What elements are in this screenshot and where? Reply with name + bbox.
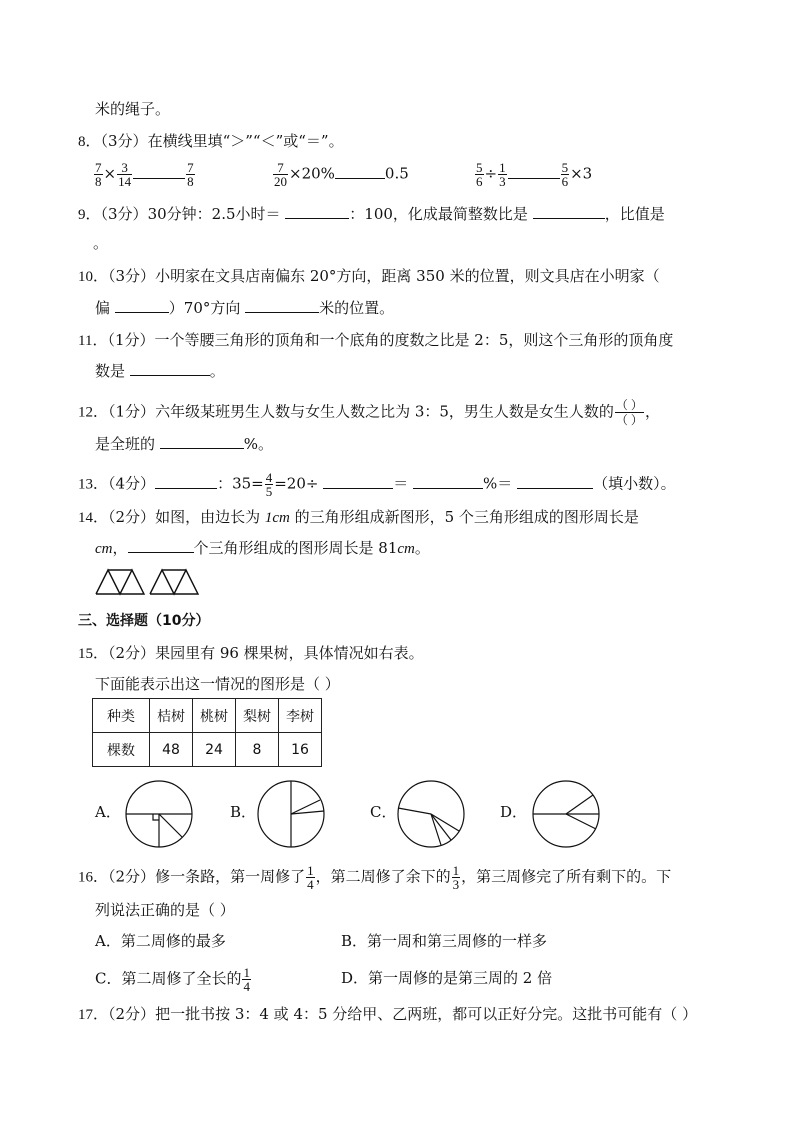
option-c-label[interactable]: C．: [370, 803, 397, 821]
fruit-table: [92, 698, 322, 767]
question-number: 13．: [78, 476, 109, 493]
question-score: （2分）: [108, 1005, 156, 1023]
table-cell: 8: [236, 733, 279, 767]
question-score: （4分）: [108, 474, 156, 493]
question-text: 30分钟：2.5小时＝: [147, 205, 281, 223]
option-d-label[interactable]: D．: [500, 803, 528, 821]
table-cell: 李树: [279, 699, 322, 733]
question-11-line2: 数是 。: [95, 362, 225, 380]
pie-option-d[interactable]: [530, 778, 602, 850]
question-10: [78, 266, 660, 287]
table-cell: 16: [279, 733, 322, 767]
operator: ÷: [484, 164, 498, 183]
table-cell: 梨树: [236, 699, 279, 733]
question-number: 17．: [78, 1007, 109, 1023]
question-number: 10．: [78, 269, 109, 285]
question-14: 14．（2分）如图，由边长为 1cm 的三角形组成新图形，5 个三角形组成的图形周长是: [78, 508, 639, 526]
compare-expression-3: [474, 161, 592, 188]
question-score: （3分）: [100, 132, 148, 150]
table-row: [93, 699, 322, 733]
table-cell: 种类: [93, 699, 150, 733]
table-cell: 桃树: [193, 699, 236, 733]
question-9: [78, 204, 665, 225]
option-c[interactable]: C．第二周修了全长的 $\frac{1}{4}$: [95, 965, 250, 994]
question-15-line2: 下面能表示出这一情况的图形是（ ）: [95, 675, 340, 693]
answer-blank[interactable]: [155, 474, 217, 489]
answer-blank[interactable]: [130, 361, 210, 376]
question-13: 13．（4分） ：35= $\frac{4}{5}$ =20÷ ＝ %＝ （填小数）。: [78, 470, 676, 499]
answer-blank[interactable]: [413, 474, 483, 489]
operator: ×20%: [289, 164, 335, 183]
question-score: （1分）: [108, 402, 156, 421]
answer-blank[interactable]: [128, 538, 194, 553]
question-number: 11．: [78, 333, 108, 349]
question-14-line2: cm， 个三角形组成的图形周长是 81cm。: [95, 539, 430, 557]
question-16: 16．（2分）修一条路，第一周修了 $\frac{1}{4}$ ，第二周修了余下的 $\frac{1}{3}$ ，第三周修完了所有剩下的。下: [78, 863, 672, 892]
question-score: （2分）: [108, 508, 156, 526]
fraction: $\frac{1}{4}$: [243, 965, 250, 994]
question-number: 8．: [78, 134, 101, 150]
question-number: 12．: [78, 404, 109, 421]
question-text: 把一批书按 3：4 或 4：5 分给甲、乙两班，都可以正好分完。这批书可能有（ ）: [155, 1005, 698, 1023]
question-17: [78, 1004, 697, 1025]
table-cell: 24: [193, 733, 236, 767]
question-text: ：100，化成最简整数比是: [349, 205, 528, 223]
fraction: $\frac{5}{6}$: [476, 160, 483, 189]
fraction: $\frac{4}{5}$: [265, 470, 273, 499]
pie-option-c[interactable]: [395, 778, 467, 850]
continuation-text: 米的绳子。: [95, 100, 171, 118]
fraction: $\frac{1}{3}$: [452, 863, 460, 892]
question-15: [78, 643, 424, 664]
pie-option-a[interactable]: [123, 778, 195, 850]
table-cell: 桔树: [150, 699, 193, 733]
pie-option-b[interactable]: [255, 778, 327, 850]
question-score: （3分）: [108, 267, 156, 285]
option-d[interactable]: D．第一周修的是第三周的 2 倍: [341, 969, 553, 987]
answer-blank[interactable]: [115, 298, 169, 313]
question-12: 12．（1分）六年级某班男生人数与女生人数之比为 3：5，男生人数是女生人数的 $\frac{( )}{( )}$ ，: [78, 398, 660, 427]
option-a[interactable]: A．第二周修的最多: [95, 932, 226, 950]
question-11: [78, 330, 673, 351]
question-8: [78, 131, 344, 152]
operator: ×: [103, 164, 117, 183]
value: 0.5: [384, 164, 409, 183]
question-score: （2分）: [108, 867, 156, 886]
question-16-line2: 列说法正确的是（ ）: [95, 901, 235, 919]
question-number: 16．: [78, 869, 109, 886]
answer-blank[interactable]: [245, 298, 319, 313]
answer-blank[interactable]: [517, 474, 593, 489]
answer-blank[interactable]: [533, 204, 605, 219]
question-number: 9．: [78, 207, 101, 223]
compare-expression-1: [93, 161, 196, 188]
question-number: 14．: [78, 510, 109, 526]
question-text: 在横线里填“＞”“＜”或“＝”。: [147, 132, 344, 150]
question-text: ，比值是: [604, 205, 665, 223]
question-text: 果园里有 96 棵果树，具体情况如右表。: [155, 644, 424, 662]
question-text: 一个等腰三角形的顶角和一个底角的度数之比是 2：5，则这个三角形的顶角度: [154, 331, 674, 349]
question-text: 六年级某班男生人数与女生人数之比为 3：5，男生人数是女生人数的: [155, 402, 614, 421]
question-12-line2: 是全班的 %。: [95, 435, 274, 453]
answer-blank[interactable]: [335, 164, 385, 179]
triangle-figure: [94, 566, 204, 596]
compare-expression-2: [272, 161, 409, 188]
answer-blank[interactable]: [160, 434, 244, 449]
question-number: 15．: [78, 646, 109, 662]
answer-blank[interactable]: [323, 474, 393, 489]
question-text: 小明家在文具店南偏东 20°方向，距离 350 米的位置，则文具店在小明家（: [155, 267, 660, 285]
operator: ×3: [570, 164, 593, 183]
question-score: （1分）: [107, 331, 155, 349]
question-10-line2: 偏 ）70°方向 米的位置。: [95, 299, 395, 317]
table-cell: 48: [150, 733, 193, 767]
answer-blank[interactable]: [285, 204, 349, 219]
fraction: $\frac{7}{20}$: [274, 160, 287, 189]
table-cell: 棵数: [93, 733, 150, 767]
answer-blank[interactable]: [133, 164, 185, 179]
answer-blank[interactable]: [508, 164, 560, 179]
fraction: $\frac{7}{8}$: [187, 160, 194, 189]
table-row: [93, 733, 322, 767]
fraction: $\frac{5}{6}$: [561, 160, 569, 189]
fraction: $\frac{1}{3}$: [499, 160, 506, 189]
fraction: $\frac{7}{8}$: [95, 160, 102, 189]
option-a-label[interactable]: A．: [95, 803, 121, 821]
fraction-blank[interactable]: $\frac{( )}{( )}$: [615, 398, 643, 427]
option-b-label[interactable]: B．: [230, 803, 257, 821]
question-score: （2分）: [108, 644, 156, 662]
fraction: $\frac{1}{4}$: [307, 863, 314, 892]
fraction: $\frac{3}{14}$: [118, 160, 132, 189]
section-heading: 三、选择题（10分）: [78, 613, 210, 629]
option-b[interactable]: B．第一周和第三周修的一样多: [341, 932, 548, 950]
question-9-end: 。: [93, 234, 109, 252]
question-score: （3分）: [100, 205, 148, 223]
